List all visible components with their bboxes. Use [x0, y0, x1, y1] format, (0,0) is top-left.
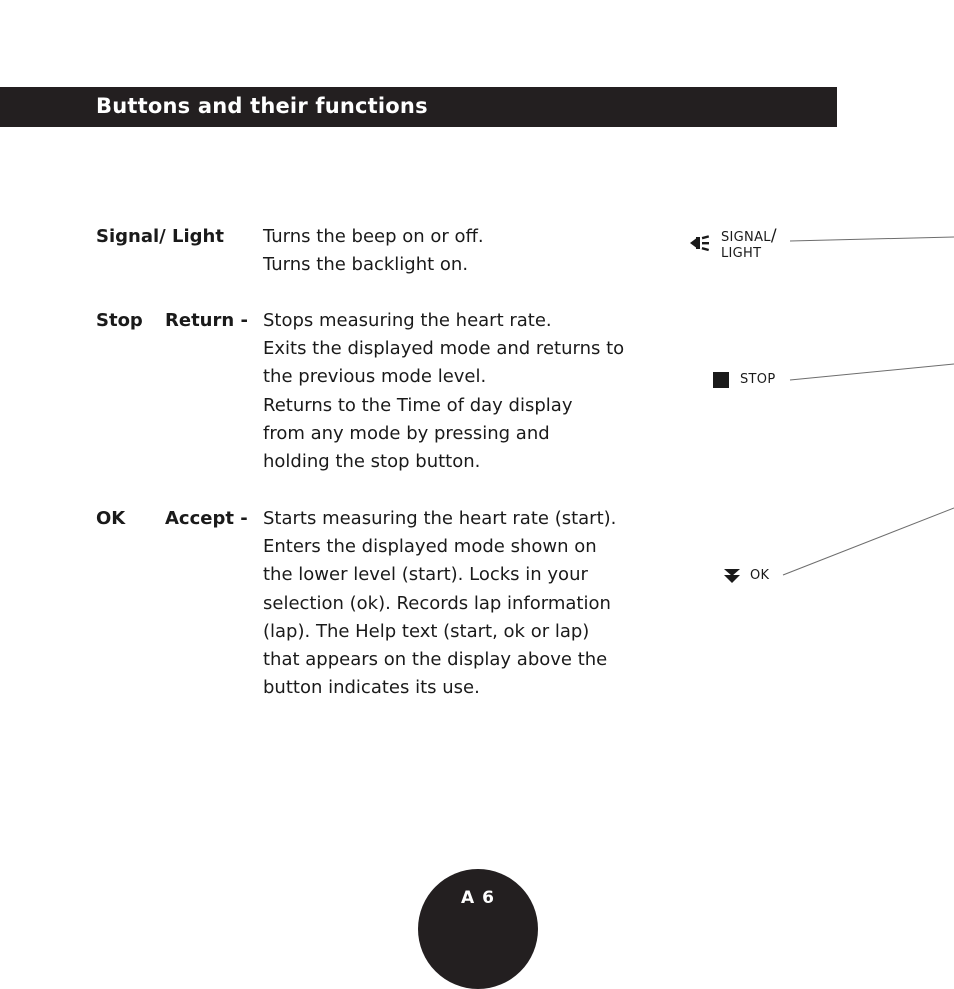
- term-ok: OK: [96, 508, 126, 529]
- signal-leader-line: [790, 237, 954, 241]
- stop-leader-line: [790, 364, 954, 380]
- down-arrow-icon: [722, 567, 742, 585]
- description-line: Enters the displayed mode shown on: [263, 536, 597, 558]
- term-stop: Stop: [96, 310, 143, 331]
- term-signal-light: Signal/ Light: [96, 226, 224, 247]
- term-accept: Accept -: [165, 508, 248, 529]
- signal-light-icon: [686, 233, 714, 253]
- signal-label: [721, 226, 777, 246]
- light-label: LIGHT: [721, 246, 762, 261]
- page-title: Buttons and their functions: [96, 94, 428, 118]
- signal-label-slash: /: [770, 226, 777, 246]
- page-number-badge: [418, 869, 538, 989]
- description-line: holding the stop button.: [263, 451, 481, 473]
- square-stop-icon: [713, 372, 729, 388]
- page-number: A 6: [461, 888, 495, 908]
- description-line: Starts measuring the heart rate (start).: [263, 508, 617, 529]
- term-return: Return -: [165, 310, 248, 331]
- description-line: Returns to the Time of day display: [263, 394, 573, 416]
- ok-label: OK: [750, 568, 770, 583]
- description-line: the previous mode level.: [263, 366, 487, 388]
- stop-label: STOP: [740, 372, 776, 387]
- description-line: Stops measuring the heart rate.: [263, 310, 552, 331]
- description-line: button indicates its use.: [263, 677, 480, 699]
- description-line: selection (ok). Records lap information: [263, 592, 611, 614]
- description-line: Exits the displayed mode and returns to: [263, 338, 625, 360]
- description-line: that appears on the display above the: [263, 649, 608, 671]
- description-line: Turns the backlight on.: [263, 254, 469, 276]
- ok-leader-line: [783, 508, 954, 575]
- description-line: from any mode by pressing and: [263, 422, 550, 444]
- description-line: (lap). The Help text (start, ok or lap): [263, 620, 590, 642]
- description-line: the lower level (start). Locks in your: [263, 564, 588, 586]
- signal-label-text: SIGNAL: [721, 230, 771, 245]
- description-line: Turns the beep on or off.: [263, 226, 484, 247]
